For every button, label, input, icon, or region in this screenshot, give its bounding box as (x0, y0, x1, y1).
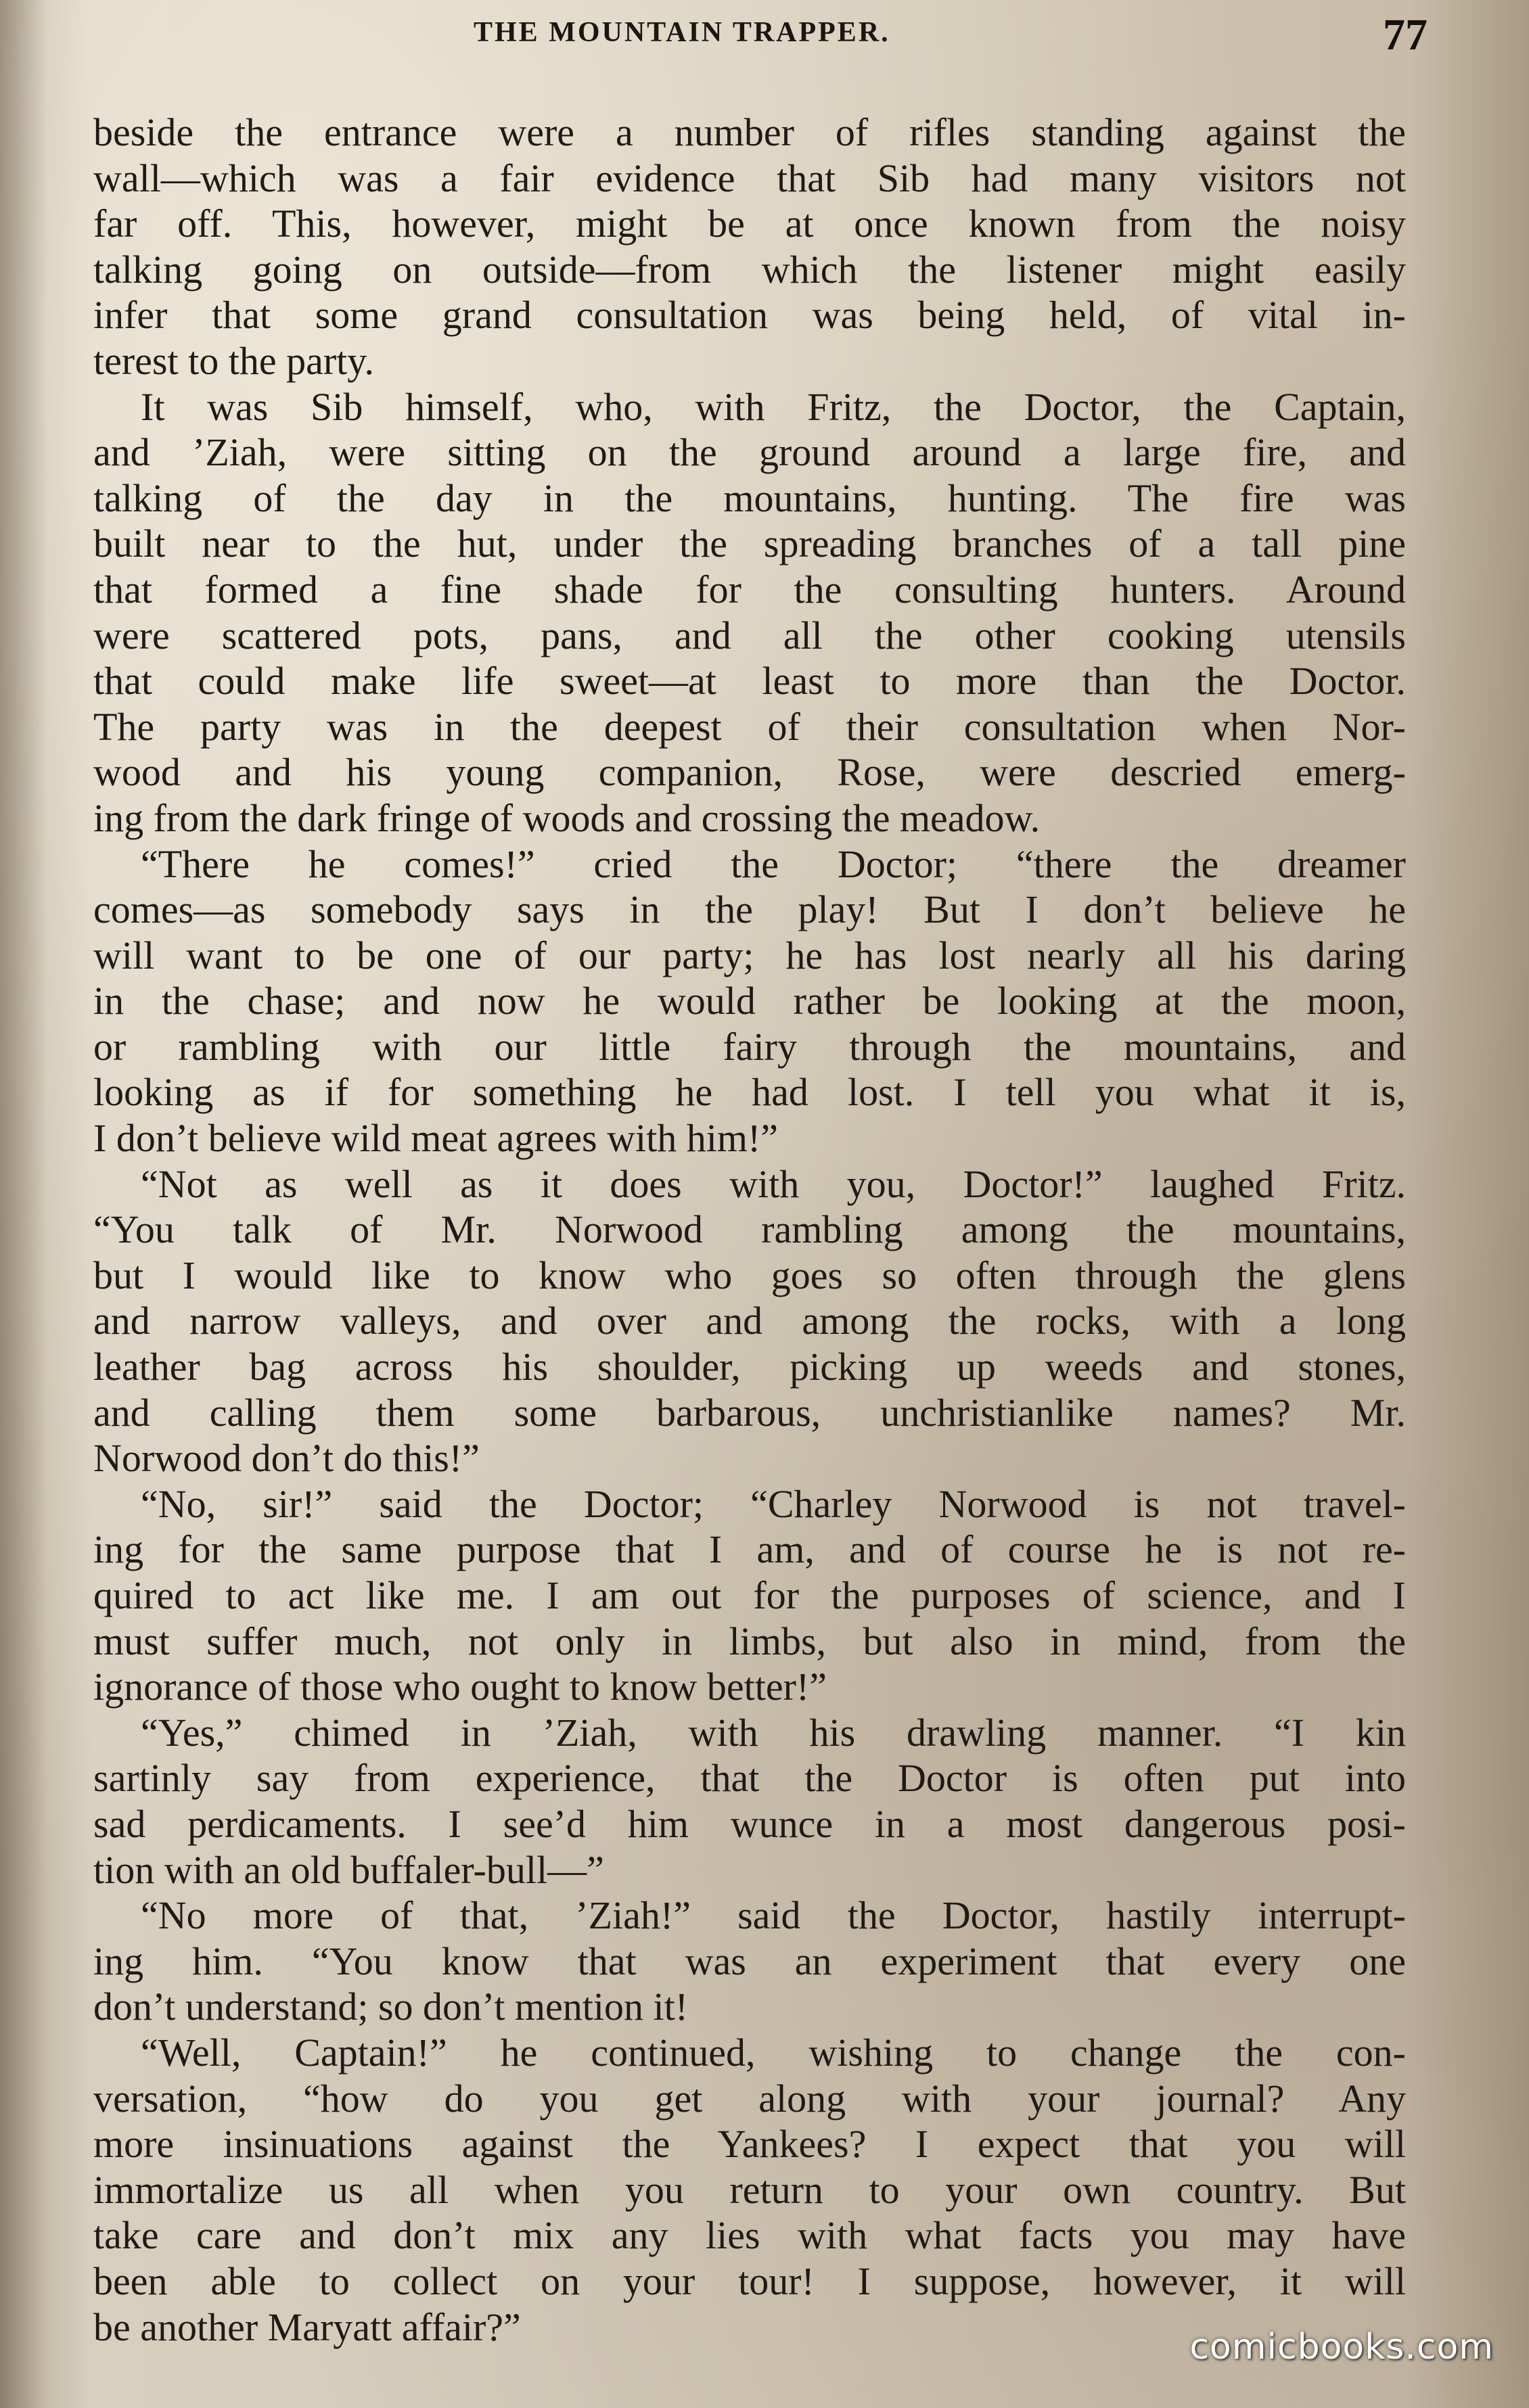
text-line: leather bag across his shoulder, picking up weeds and stones, (93, 1345, 1406, 1389)
text-line: “Not as well as it does with you, Doctor!” laughed Fritz. (141, 1161, 1406, 1206)
text-line: “Well, Captain!” he continued, wishing to change the con- (141, 2030, 1406, 2075)
text-line: or rambling with our little fairy through the mountains, and (93, 1024, 1406, 1069)
running-title: THE MOUNTAIN TRAPPER. (474, 17, 890, 48)
text-line: take care and don’t mix any lies with what facts you may have (93, 2213, 1406, 2258)
text-line: but I would like to know who goes so often through the glens (93, 1253, 1406, 1297)
text-line: comes—as somebody says in the play! But I don’t believe he (93, 887, 1406, 932)
text-line: “You talk of Mr. Norwood rambling among the mountains, (93, 1207, 1406, 1252)
text-line: must suffer much, not only in limbs, but also in mind, from the (93, 1619, 1406, 1663)
text-line: built near to the hut, under the spreading branches of a tall pine (93, 522, 1406, 566)
text-line: wood and his young companion, Rose, were descried emerg- (93, 750, 1406, 795)
text-line: versation, “how do you get along with your journal? Any (93, 2076, 1406, 2121)
text-line: quired to act like me. I am out for the purposes of science, and I (93, 1573, 1406, 1617)
text-line: looking as if for something he had lost. I tell you what it is, (93, 1070, 1406, 1115)
text-line: that formed a fine shade for the consulting hunters. Around (93, 567, 1406, 611)
text-line: “There he comes!” cried the Doctor; “there the dreamer (141, 841, 1406, 886)
watermark: comicbooks.com (1189, 2327, 1494, 2367)
text-line: talking of the day in the mountains, hunting. The fire was (93, 476, 1406, 520)
text-line: It was Sib himself, who, with Fritz, the Doctor, the Captain, (141, 384, 1406, 429)
text-line: far off. This, however, might be at once known from the noisy (93, 202, 1406, 246)
text-line: infer that some grand consultation was being held, of vital in- (93, 293, 1406, 338)
page-number: 77 (1383, 10, 1428, 60)
text-line: “No, sir!” said the Doctor; “Charley Norwood is not travel- (141, 1481, 1406, 1526)
text-line: were scattered pots, pans, and all the other cooking utensils (93, 613, 1406, 657)
text-line: and narrow valleys, and over and among the rocks, with a long (93, 1299, 1406, 1343)
text-line: I don’t believe wild meat agrees with him!” (93, 1116, 778, 1161)
running-head (88, 9, 1441, 64)
text-line: been able to collect on your tour! I suppose, however, it will (93, 2259, 1406, 2303)
text-line: and ’Ziah, were sitting on the ground around a large fire, and (93, 430, 1406, 475)
text-line: ing from the dark fringe of woods and crossing the meadow. (93, 795, 1041, 840)
text-line: beside the entrance were a number of rifles standing against the (93, 110, 1406, 154)
text-line: be another Maryatt affair?” (93, 2305, 521, 2349)
text-line: Norwood don’t do this!” (93, 1436, 480, 1481)
text-line: The party was in the deepest of their consultation when Nor- (93, 704, 1406, 749)
text-line: sartinly say from experience, that the Doctor is often put into (93, 1756, 1406, 1801)
text-line: ignorance of those who ought to know better!” (93, 1665, 827, 1709)
text-line: “No more of that, ’Ziah!” said the Doctor, hastily interrupt- (141, 1893, 1406, 1938)
text-line: talking going on outside—from which the listener might easily (93, 247, 1406, 292)
text-line: ing for the same purpose that I am, and of course he is not re- (93, 1527, 1406, 1572)
text-line: immortalize us all when you return to your own country. But (93, 2167, 1406, 2212)
text-line: wall—which was a fair evidence that Sib had many visitors not (93, 156, 1406, 200)
text-line: in the chase; and now he would rather be looking at the moon, (93, 979, 1406, 1023)
text-line: and calling them some barbarous, unchristianlike names? Mr. (93, 1390, 1406, 1435)
text-line: more insinuations against the Yankees? I expect that you will (93, 2122, 1406, 2167)
text-line: terest to the party. (93, 338, 374, 383)
text-line: sad perdicaments. I see’d him wunce in a most dangerous posi- (93, 1801, 1406, 1846)
text-line: don’t understand; so don’t mention it! (93, 1985, 689, 2029)
body-text (93, 110, 1406, 2350)
spine-shadow (0, 0, 47, 2408)
text-line: “Yes,” chimed in ’Ziah, with his drawling manner. “I kin (141, 1710, 1406, 1755)
text-line: will want to be one of our party; he has lost nearly all his daring (93, 933, 1406, 977)
text-line: ing him. “You know that was an experiment that every one (93, 1939, 1406, 1983)
text-line: tion with an old buffaler-bull—” (93, 1847, 604, 1892)
text-line: that could make life sweet—at least to more than the Doctor. (93, 659, 1406, 703)
